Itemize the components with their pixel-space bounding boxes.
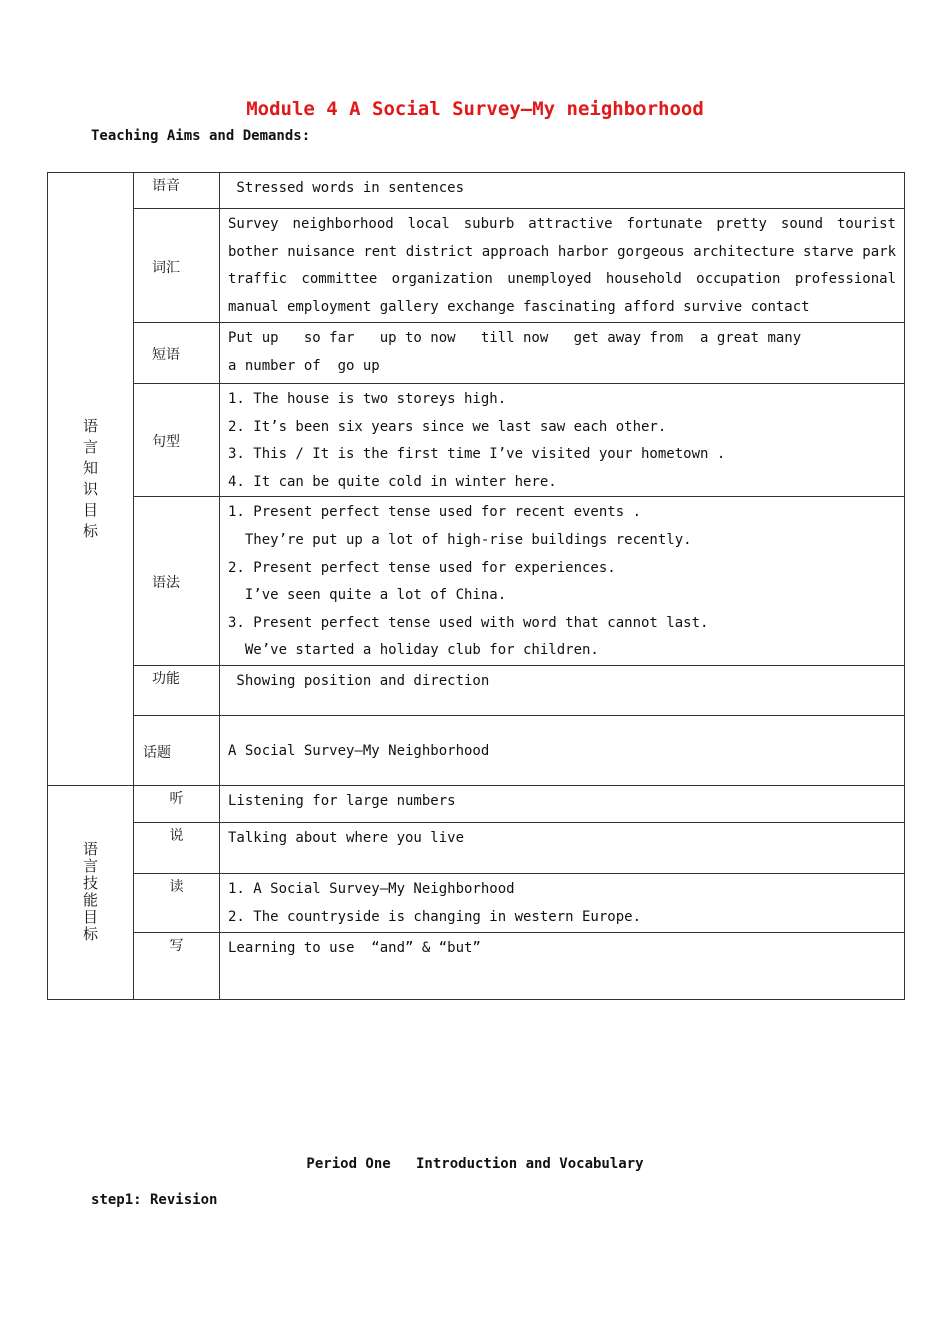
phrases-label: 短语 bbox=[152, 347, 180, 363]
topic-content bbox=[220, 716, 905, 786]
vocabulary-line: bother nuisance rent district approach harbor gorgeous architecture starve park bbox=[228, 243, 896, 260]
grammar-content bbox=[220, 497, 905, 666]
reading-line: 2. The countryside is changing in western Europe. bbox=[228, 908, 642, 925]
teaching-aims-table bbox=[47, 172, 905, 1000]
writing-label: 写 bbox=[169, 937, 184, 954]
row-vocabulary bbox=[48, 209, 905, 323]
grammar-label: 语法 bbox=[152, 575, 180, 592]
reading-line: 1. A Social Survey—My Neighborhood bbox=[228, 881, 515, 898]
vocabulary-line: Survey neighborhood local suburb attractive fortunate pretty sound tourist bbox=[228, 216, 896, 232]
pronunciation-text: Stressed words in sentences bbox=[228, 180, 465, 196]
topic-label: 话题 bbox=[143, 744, 171, 761]
vocabulary-label-cell bbox=[134, 209, 220, 323]
grammar-line: I’ve seen quite a lot of China. bbox=[228, 587, 507, 604]
reading-content bbox=[220, 874, 905, 932]
writing-text: Learning to use “and” & “but” bbox=[228, 939, 481, 956]
sentence-line: 2. It’s been six years since we last saw each other. bbox=[228, 418, 667, 435]
row-pronunciation bbox=[48, 173, 905, 209]
sentences-label-cell bbox=[134, 384, 220, 497]
page-title: Module 4 A Social Survey—My neighborhood bbox=[246, 98, 704, 120]
writing-content bbox=[220, 932, 905, 999]
listening-label-cell bbox=[134, 786, 220, 823]
function-content bbox=[220, 666, 905, 716]
row-writing bbox=[48, 932, 905, 999]
speaking-text: Talking about where you live bbox=[228, 830, 465, 847]
skills-category-cell bbox=[48, 786, 134, 999]
listening-text: Listening for large numbers bbox=[228, 793, 456, 810]
sentence-line: 4. It can be quite cold in winter here. bbox=[228, 473, 557, 490]
teaching-aims-heading: Teaching Aims and Demands: bbox=[91, 128, 311, 144]
speaking-label: 说 bbox=[169, 828, 184, 845]
grammar-line: 3. Present perfect tense used with word that cannot last. bbox=[228, 614, 709, 631]
row-function bbox=[48, 666, 905, 716]
function-label-cell bbox=[134, 666, 220, 716]
sentences-label: 句型 bbox=[152, 434, 180, 451]
grammar-line: 2. Present perfect tense used for experiences. bbox=[228, 559, 616, 576]
row-speaking bbox=[48, 823, 905, 874]
row-reading bbox=[48, 874, 905, 932]
row-phrases bbox=[48, 323, 905, 384]
row-grammar bbox=[48, 497, 905, 666]
pronunciation-label: 语音 bbox=[152, 178, 180, 194]
phrases-label-cell bbox=[134, 323, 220, 384]
vocabulary-line: traffic committee organization unemployed household occupation professional bbox=[228, 271, 896, 288]
speaking-content bbox=[220, 823, 905, 874]
vocabulary-content bbox=[220, 209, 905, 323]
row-listening bbox=[48, 786, 905, 823]
sentence-line: 1. The house is two storeys high. bbox=[228, 391, 507, 407]
grammar-line: We’ve started a holiday club for children. bbox=[228, 642, 599, 659]
reading-label-cell bbox=[134, 874, 220, 932]
period-heading: Period One Introduction and Vocabulary bbox=[306, 1156, 644, 1172]
sentences-content bbox=[220, 384, 905, 497]
listening-content bbox=[220, 786, 905, 823]
grammar-line: They’re put up a lot of high-rise buildings recently. bbox=[228, 531, 692, 548]
phrases-line: a number of go up bbox=[228, 357, 380, 374]
writing-label-cell bbox=[134, 932, 220, 999]
step-heading: step1: Revision bbox=[91, 1192, 218, 1208]
row-sentences bbox=[48, 384, 905, 497]
skills-category-label: 语言技能目标 bbox=[82, 840, 98, 944]
grammar-label-cell bbox=[134, 497, 220, 666]
vocabulary-label: 词汇 bbox=[152, 259, 180, 276]
pronunciation-content bbox=[220, 173, 905, 209]
reading-label: 读 bbox=[169, 879, 184, 896]
row-topic bbox=[48, 716, 905, 786]
function-label: 功能 bbox=[152, 671, 180, 688]
phrases-content bbox=[220, 323, 905, 384]
topic-label-cell bbox=[134, 716, 220, 786]
sentence-line: 3. This / It is the first time I’ve visited your hometown . bbox=[228, 446, 726, 463]
phrases-line: Put up so far up to now till now get away from a great many bbox=[228, 330, 802, 346]
knowledge-category-label: 语言知识目标 bbox=[82, 417, 98, 541]
speaking-label-cell bbox=[134, 823, 220, 874]
grammar-line: 1. Present perfect tense used for recent events . bbox=[228, 504, 642, 521]
vocabulary-line: manual employment gallery exchange fascinating afford survive contact bbox=[228, 298, 810, 315]
listening-label: 听 bbox=[169, 791, 184, 808]
pronunciation-label-cell bbox=[134, 173, 220, 209]
topic-text: A Social Survey—My Neighborhood bbox=[228, 743, 490, 760]
function-text: Showing position and direction bbox=[228, 673, 490, 690]
knowledge-category-cell bbox=[48, 173, 134, 786]
